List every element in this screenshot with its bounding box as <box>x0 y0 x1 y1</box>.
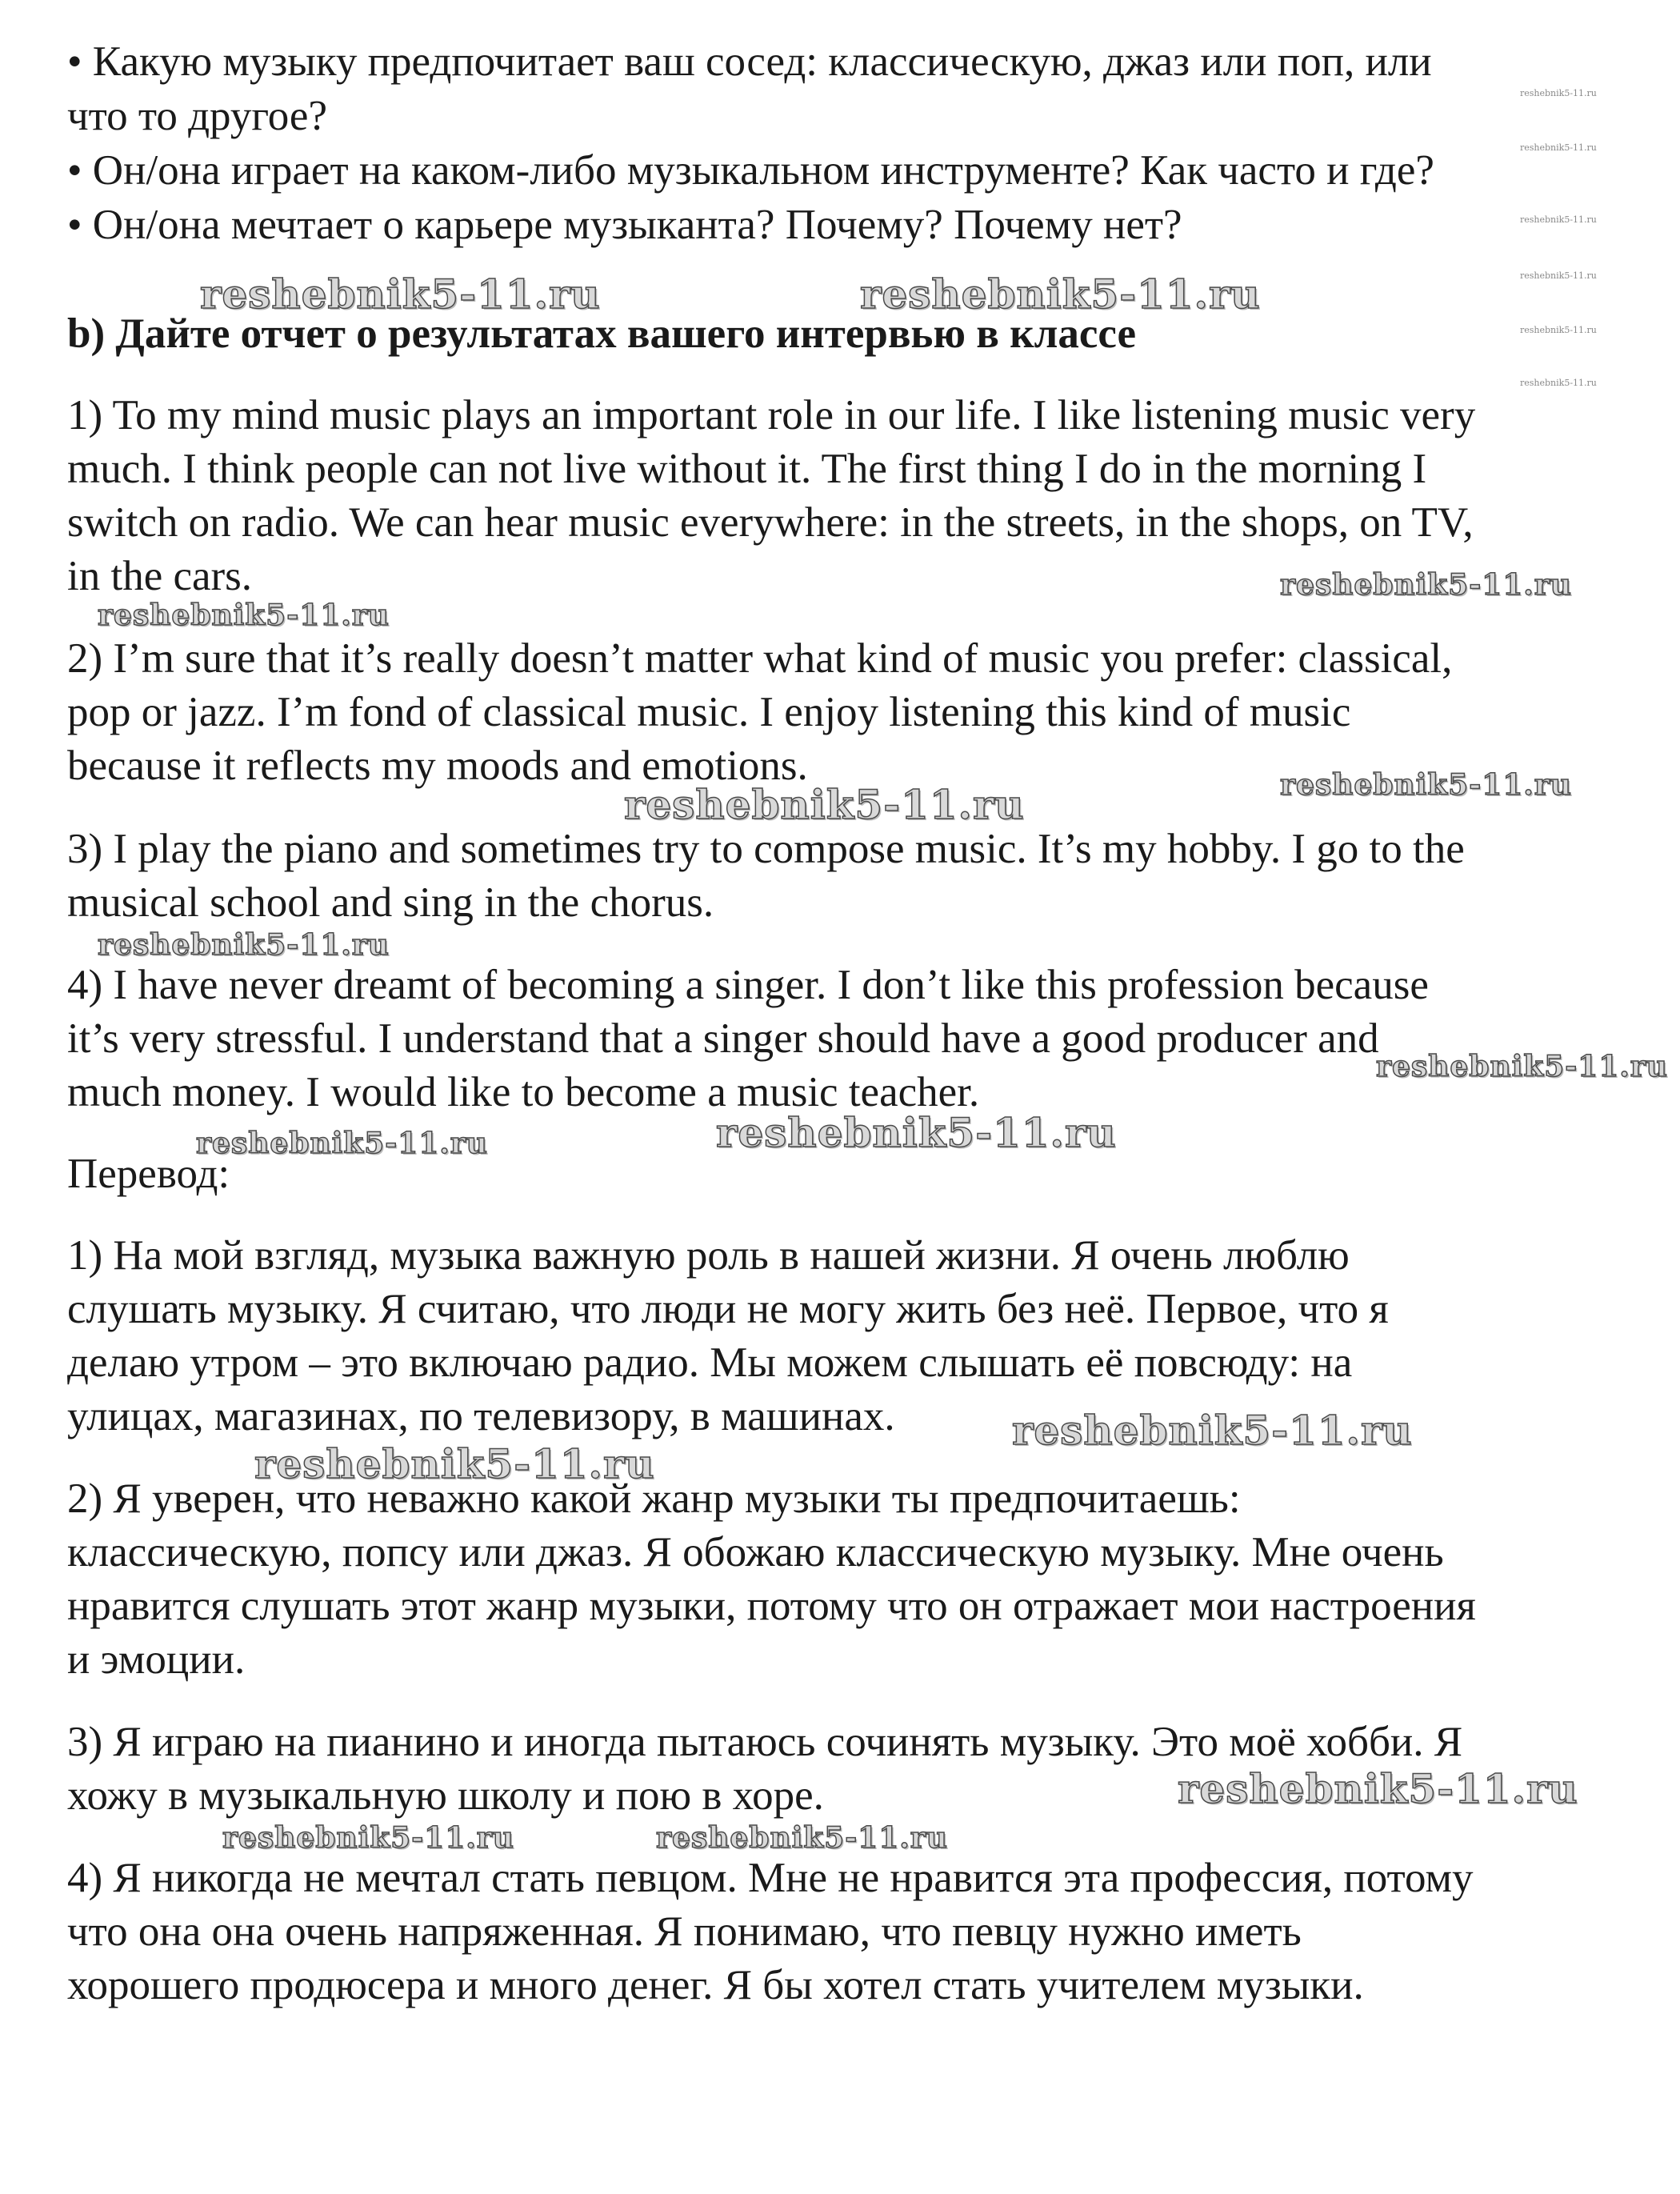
watermark: reshebnik5-11.ru <box>196 1127 488 1160</box>
watermark: reshebnik5-11.ru <box>1012 1407 1413 1454</box>
watermark: reshebnik5-11.ru <box>1178 1765 1578 1812</box>
watermark: reshebnik5-11.ru <box>1520 88 1597 98</box>
answer-line: switch on radio. We can hear music everywhere: in the streets, in the shops, on TV, <box>67 499 1474 546</box>
watermark: reshebnik5-11.ru <box>98 928 390 962</box>
question-line: • Какую музыку предпочитает ваш сосед: классическую, джаз или поп, или <box>67 38 1432 85</box>
translation-line: 2) Я уверен, что неважно какой жанр музыки ты предпочитаешь: <box>67 1475 1241 1522</box>
watermark: reshebnik5-11.ru <box>1520 325 1597 335</box>
answer-line: much money. I would like to become a music teacher. <box>67 1069 980 1115</box>
answer-line: 3) I play the piano and sometimes try to compose music. It’s my hobby. I go to the <box>67 826 1465 872</box>
answer-line: 1) To my mind music plays an important role in our life. I like listening music very <box>67 392 1476 438</box>
translation-line: 1) На мой взгляд, музыка важную роль в нашей жизни. Я очень люблю <box>67 1232 1350 1279</box>
watermark: reshebnik5-11.ru <box>1280 768 1572 802</box>
watermark: reshebnik5-11.ru <box>656 1821 948 1855</box>
translation-line: что она она очень напряженная. Я понимаю, что певцу нужно иметь <box>67 1908 1302 1955</box>
watermark: reshebnik5-11.ru <box>254 1440 655 1487</box>
translation-line: улицах, магазинах, по телевизору, в машинах. <box>67 1393 895 1439</box>
watermark: reshebnik5-11.ru <box>1520 214 1597 225</box>
translation-line: и эмоции. <box>67 1636 246 1683</box>
translation-line: хожу в музыкальную школу и пою в хоре. <box>67 1772 824 1819</box>
answer-line: musical school and sing in the chorus. <box>67 879 714 926</box>
answer-line: 4) I have never dreamt of becoming a singer. I don’t like this profession because <box>67 962 1429 1008</box>
task-heading: b) Дайте отчет о результатах вашего интервью в классе <box>67 310 1137 357</box>
watermark: reshebnik5-11.ru <box>624 781 1025 828</box>
translation-line: слушать музыку. Я считаю, что люди не могу жить без неё. Первое, что я <box>67 1286 1389 1332</box>
question-line: • Он/она играет на каком-либо музыкальном инструменте? Как часто и где? <box>67 147 1434 194</box>
answer-line: much. I think people can not live without it. The first thing I do in the morning I <box>67 446 1427 492</box>
translation-label: Перевод: <box>67 1151 230 1197</box>
translation-line: хорошего продюсера и много денег. Я бы хотел стать учителем музыки. <box>67 1962 1364 2008</box>
translation-line: 4) Я никогда не мечтал стать певцом. Мне не нравится эта профессия, потому <box>67 1855 1474 1901</box>
answer-line: in the cars. <box>67 553 253 599</box>
watermark: reshebnik5-11.ru <box>98 599 390 632</box>
watermark: reshebnik5-11.ru <box>716 1109 1117 1156</box>
answer-line: because it reflects my moods and emotions. <box>67 743 808 789</box>
watermark: reshebnik5-11.ru <box>1520 270 1597 281</box>
translation-line: делаю утром – это включаю радио. Мы можем слышать её повсюду: на <box>67 1339 1353 1386</box>
translation-line: нравится слушать этот жанр музыки, потому что он отражает мои настроения <box>67 1583 1476 1629</box>
watermark: reshebnik5-11.ru <box>200 270 601 318</box>
answer-line: pop or jazz. I’m fond of classical music. I enjoy listening this kind of music <box>67 689 1351 735</box>
answer-line: it’s very stressful. I understand that a singer should have a good producer and <box>67 1015 1379 1062</box>
watermark: reshebnik5-11.ru <box>860 270 1261 318</box>
question-line: • Он/она мечтает о карьере музыканта? Почему? Почему нет? <box>67 202 1182 248</box>
watermark: reshebnik5-11.ru <box>1520 378 1597 388</box>
question-line: что то другое? <box>67 93 327 139</box>
answer-line: 2) I’m sure that it’s really doesn’t matter what kind of music you prefer: classical, <box>67 635 1453 682</box>
watermark: reshebnik5-11.ru <box>1520 142 1597 153</box>
translation-line: 3) Я играю на пианино и иногда пытаюсь сочинять музыку. Это моё хобби. Я <box>67 1719 1463 1765</box>
watermark: reshebnik5-11.ru <box>1376 1050 1668 1083</box>
watermark: reshebnik5-11.ru <box>1280 568 1572 602</box>
watermark: reshebnik5-11.ru <box>222 1821 514 1855</box>
translation-line: классическую, попсу или джаз. Я обожаю классическую музыку. Мне очень <box>67 1529 1444 1575</box>
